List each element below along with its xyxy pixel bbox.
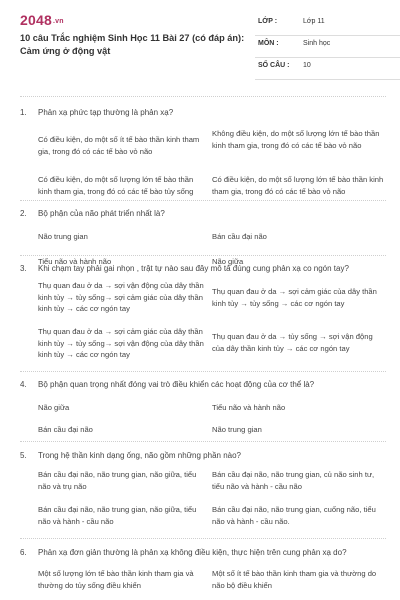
question-text: Khi chạm tay phải gai nhọn , trật tự nào sau đây mô tả đúng cung phản xạ co ngón tay? [38,264,349,273]
question-number: 5. [20,451,27,460]
option-c[interactable]: Có điều kiện, do một số lượng lớn tế bào thần kinh tham gia, trong đó có các tế bào tủy sống [38,175,194,196]
logo-suffix: .vn [52,18,64,25]
logo-main: 2048 [20,12,52,28]
question-3 [20,260,386,359]
divider [20,538,386,539]
question-text: Phản xạ phức tạp thường là phản xạ? [38,108,174,117]
header [20,12,386,92]
option-d[interactable]: Não trung gian [212,425,262,434]
page-title: 10 câu Trắc nghiệm Sinh Học 11 Bài 27 (có đáp án): Cảm ứng ở động vật [20,33,245,56]
question-5 [20,447,386,526]
option-d[interactable]: Bán cầu đại não, não trung gian, cuống não, tiểu não và hành - cầu não. [212,505,376,526]
option-c[interactable]: Bán cầu đại não, não trung gian, não giữa, tiểu não và hành - cầu não [38,505,197,526]
question-1 [20,104,386,196]
option-c[interactable]: Tiểu não và hành não [38,257,112,266]
option-d[interactable]: Não giữa [212,257,244,266]
question-6 [20,544,386,590]
option-a[interactable]: Bán cầu đại não, não trung gian, não giữa, tiểu não và trụ não [38,470,197,491]
option-a[interactable]: Một số lượng lớn tế bào thần kinh tham gia và thường do tủy sống điều khiển [38,569,194,590]
question-text: Bộ phận quan trọng nhất đóng vai trò điều khiển các hoạt động của cơ thể là? [38,380,315,389]
option-a[interactable]: Não trung gian [38,232,88,241]
meta-label: LỚP : [258,18,278,25]
meta-value: Lớp 11 [303,18,325,25]
meta-label: SỐ CÂU : [258,62,290,69]
option-b[interactable]: Thụ quan đau ở da → sợi cảm giác của dây thần kinh tủy → tủy sống → các cơ ngón tay [212,287,377,308]
question-number: 2. [20,209,27,218]
meta-class [255,14,400,36]
option-d[interactable]: Thụ quan đau ở da → tủy sống → sợi vận động của dây thần kinh tủy → các cơ ngón tay [212,332,373,353]
divider [20,96,386,97]
meta-label: MÔN : [258,40,279,47]
meta-value: 10 [303,62,311,69]
question-number: 4. [20,380,27,389]
option-a[interactable]: Não giữa [38,403,70,412]
divider [20,200,386,201]
option-b[interactable]: Bán cầu đại não, não trung gian, củ não sinh tư, tiểu não và hành - cầu não [212,470,375,491]
divider [20,255,386,256]
question-text: Phản xạ đơn giản thường là phản xạ không điều kiện, thực hiện trên cung phản xạ do? [38,548,347,557]
option-b[interactable]: Một số ít tế bào thần kinh tham gia và thường do não bộ điều khiển [212,569,377,590]
option-a[interactable]: Có điều kiện, do một số ít tế bào thần kinh tham gia, trong đó có các tế bào vỏ não [38,135,200,156]
question-text: Bộ phận của não phát triển nhất là? [38,209,165,218]
meta-subject [255,36,400,58]
divider [20,371,386,372]
divider [20,441,386,442]
option-c[interactable]: Bán cầu đại não [38,425,93,434]
question-4 [20,376,386,434]
option-b[interactable]: Bán cầu đại não [212,232,267,241]
question-number: 1. [20,108,27,117]
question-text: Trong hệ thần kinh dạng ống, não gồm những phần nào? [38,451,241,460]
quiz-meta [255,14,400,80]
question-number: 6. [20,548,27,557]
question-number: 3. [20,264,27,273]
meta-value: Sinh học [303,40,331,47]
option-b[interactable]: Tiểu não và hành não [212,403,286,412]
option-d[interactable]: Có điều kiện, do một số lượng lớn tế bào thần kinh tham gia, trong đó có các tế bào vỏ não [212,175,384,196]
site-logo[interactable] [20,12,64,28]
option-a[interactable]: Thụ quan đau ở da → sợi vận động của dây thần kinh tủy → tủy sống→ sợi cảm giác của dây thần kinh tủy → các cơ ngón tay [38,281,204,313]
meta-count [255,58,400,80]
option-c[interactable]: Thụ quan đau ở da → sợi cảm giác của dây thần kinh tủy → tủy sống→ sợi vận động của dây thần kinh tủy → các cơ ngón tay [38,327,204,359]
option-b[interactable]: Không điều kiện, do một số lượng lớn tế bào thần kinh tham gia, trong đó có các tế bào vỏ não [212,129,380,150]
question-2 [20,205,386,266]
